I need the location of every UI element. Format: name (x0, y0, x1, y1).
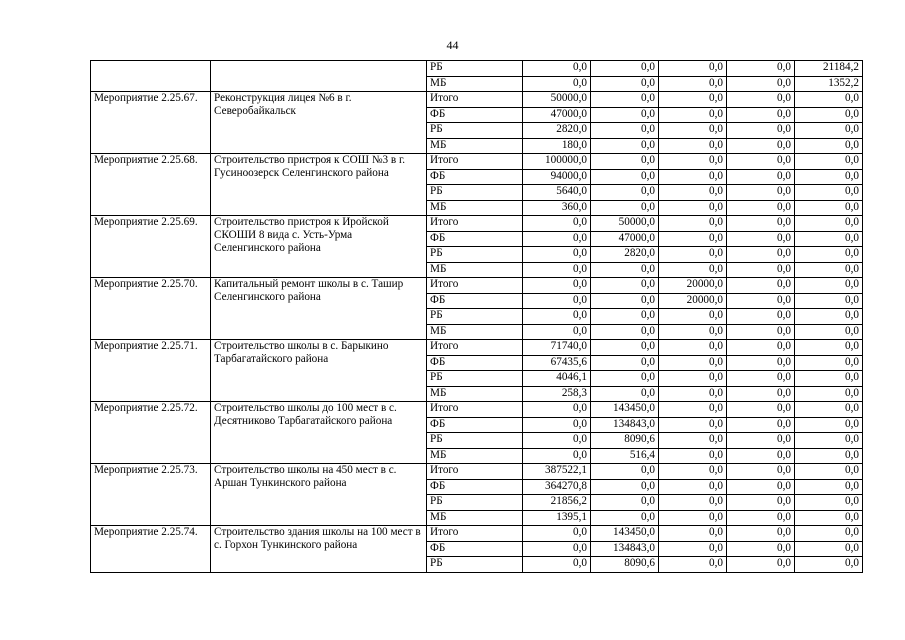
event-label-cell: Мероприятие 2.25.68. (91, 154, 211, 216)
amount-cell: 180,0 (523, 138, 591, 154)
funding-source-cell: ФБ (427, 479, 523, 495)
amount-cell: 0,0 (727, 200, 795, 216)
amount-cell: 0,0 (659, 386, 727, 402)
funding-source-cell: Итого (427, 340, 523, 356)
amount-cell: 94000,0 (523, 169, 591, 185)
funding-source-cell: ФБ (427, 293, 523, 309)
amount-cell: 8090,6 (591, 557, 659, 573)
amount-cell: 0,0 (727, 371, 795, 387)
amount-cell: 0,0 (727, 464, 795, 480)
amount-cell: 387522,1 (523, 464, 591, 480)
amount-cell: 0,0 (659, 216, 727, 232)
funding-source-cell: РБ (427, 185, 523, 201)
amount-cell: 0,0 (727, 293, 795, 309)
amount-cell: 0,0 (591, 61, 659, 77)
amount-cell: 5640,0 (523, 185, 591, 201)
amount-cell: 0,0 (591, 386, 659, 402)
amount-cell: 0,0 (727, 92, 795, 108)
amount-cell: 0,0 (523, 433, 591, 449)
table-row (91, 92, 863, 108)
page-number: 44 (446, 38, 459, 52)
event-label-cell (91, 61, 211, 92)
amount-cell: 0,0 (795, 557, 863, 573)
amount-cell: 2820,0 (523, 123, 591, 139)
amount-cell: 47000,0 (591, 231, 659, 247)
amount-cell: 0,0 (795, 495, 863, 511)
amount-cell: 1395,1 (523, 510, 591, 526)
table-row (91, 154, 863, 170)
amount-cell: 258,3 (523, 386, 591, 402)
amount-cell: 0,0 (727, 541, 795, 557)
amount-cell: 0,0 (591, 200, 659, 216)
funding-source-cell: Итого (427, 526, 523, 542)
amount-cell: 67435,6 (523, 355, 591, 371)
amount-cell: 0,0 (591, 185, 659, 201)
amount-cell: 0,0 (659, 495, 727, 511)
event-label-cell: Мероприятие 2.25.69. (91, 216, 211, 278)
amount-cell: 0,0 (523, 417, 591, 433)
funding-source-cell: РБ (427, 123, 523, 139)
amount-cell: 0,0 (659, 355, 727, 371)
event-name-cell (211, 61, 427, 92)
amount-cell: 0,0 (727, 386, 795, 402)
amount-cell: 0,0 (591, 324, 659, 340)
funding-source-cell: РБ (427, 309, 523, 325)
event-name-cell: Капитальный ремонт школы в с. Ташир Селенгинского района (211, 278, 427, 340)
amount-cell: 0,0 (523, 278, 591, 294)
amount-cell: 0,0 (523, 61, 591, 77)
amount-cell: 0,0 (523, 262, 591, 278)
amount-cell: 0,0 (727, 185, 795, 201)
amount-cell: 0,0 (591, 107, 659, 123)
amount-cell: 20000,0 (659, 278, 727, 294)
amount-cell: 0,0 (795, 448, 863, 464)
funding-source-cell: МБ (427, 448, 523, 464)
amount-cell: 0,0 (659, 541, 727, 557)
amount-cell: 0,0 (659, 464, 727, 480)
event-name-cell: Строительство школы до 100 мест в с. Десятниково Тарбагатайского района (211, 402, 427, 464)
amount-cell: 0,0 (659, 123, 727, 139)
amount-cell: 0,0 (795, 92, 863, 108)
amount-cell: 0,0 (795, 154, 863, 170)
amount-cell: 0,0 (795, 371, 863, 387)
amount-cell: 0,0 (523, 216, 591, 232)
amount-cell: 71740,0 (523, 340, 591, 356)
amount-cell: 0,0 (795, 123, 863, 139)
amount-cell: 0,0 (727, 433, 795, 449)
event-label-cell: Мероприятие 2.25.74. (91, 526, 211, 573)
amount-cell: 0,0 (591, 464, 659, 480)
amount-cell: 0,0 (591, 495, 659, 511)
amount-cell: 0,0 (523, 402, 591, 418)
amount-cell: 21856,2 (523, 495, 591, 511)
amount-cell: 0,0 (727, 510, 795, 526)
funding-source-cell: МБ (427, 262, 523, 278)
amount-cell: 0,0 (795, 200, 863, 216)
amount-cell: 0,0 (659, 371, 727, 387)
table-row (91, 402, 863, 418)
funding-source-cell: Итого (427, 216, 523, 232)
amount-cell: 0,0 (795, 278, 863, 294)
funding-source-cell: РБ (427, 61, 523, 77)
amount-cell: 134843,0 (591, 417, 659, 433)
amount-cell: 0,0 (659, 185, 727, 201)
amount-cell: 0,0 (727, 402, 795, 418)
event-label-cell: Мероприятие 2.25.71. (91, 340, 211, 402)
amount-cell: 0,0 (659, 309, 727, 325)
funding-source-cell: Итого (427, 154, 523, 170)
amount-cell: 0,0 (659, 433, 727, 449)
amount-cell: 0,0 (591, 123, 659, 139)
amount-cell: 0,0 (727, 138, 795, 154)
amount-cell: 0,0 (523, 231, 591, 247)
funding-source-cell: МБ (427, 200, 523, 216)
amount-cell: 0,0 (591, 154, 659, 170)
amount-cell: 0,0 (727, 495, 795, 511)
amount-cell: 0,0 (795, 185, 863, 201)
amount-cell: 0,0 (727, 216, 795, 232)
amount-cell: 0,0 (727, 324, 795, 340)
amount-cell: 143450,0 (591, 402, 659, 418)
amount-cell: 0,0 (659, 107, 727, 123)
amount-cell: 0,0 (795, 231, 863, 247)
amount-cell: 0,0 (659, 340, 727, 356)
amount-cell: 0,0 (727, 340, 795, 356)
amount-cell: 0,0 (795, 293, 863, 309)
amount-cell: 0,0 (727, 76, 795, 92)
amount-cell: 0,0 (795, 247, 863, 263)
amount-cell: 0,0 (795, 417, 863, 433)
funding-source-cell: ФБ (427, 541, 523, 557)
amount-cell: 0,0 (659, 247, 727, 263)
table-row (91, 464, 863, 480)
amount-cell: 0,0 (727, 107, 795, 123)
amount-cell: 0,0 (795, 355, 863, 371)
amount-cell: 0,0 (795, 324, 863, 340)
event-name-cell: Строительство пристроя к СОШ №3 в г. Гусиноозерск Селенгинского района (211, 154, 427, 216)
funding-source-cell: ФБ (427, 231, 523, 247)
amount-cell: 0,0 (795, 138, 863, 154)
table-row (91, 61, 863, 77)
funding-source-cell: РБ (427, 495, 523, 511)
funding-source-cell: ФБ (427, 417, 523, 433)
amount-cell: 0,0 (795, 386, 863, 402)
amount-cell: 0,0 (727, 278, 795, 294)
table-row (91, 526, 863, 542)
amount-cell: 0,0 (727, 526, 795, 542)
amount-cell: 21184,2 (795, 61, 863, 77)
amount-cell: 0,0 (727, 169, 795, 185)
event-label-cell: Мероприятие 2.25.67. (91, 92, 211, 154)
amount-cell: 0,0 (523, 324, 591, 340)
amount-cell: 0,0 (523, 557, 591, 573)
amount-cell: 8090,6 (591, 433, 659, 449)
amount-cell: 0,0 (727, 247, 795, 263)
amount-cell: 0,0 (659, 231, 727, 247)
funding-source-cell: МБ (427, 324, 523, 340)
amount-cell: 0,0 (659, 138, 727, 154)
funding-source-cell: РБ (427, 247, 523, 263)
amount-cell: 100000,0 (523, 154, 591, 170)
funding-source-cell: Итого (427, 92, 523, 108)
amount-cell: 0,0 (795, 526, 863, 542)
amount-cell: 0,0 (659, 417, 727, 433)
amount-cell: 0,0 (591, 262, 659, 278)
amount-cell: 364270,8 (523, 479, 591, 495)
amount-cell: 0,0 (591, 355, 659, 371)
amount-cell: 0,0 (523, 247, 591, 263)
funding-source-cell: Итого (427, 464, 523, 480)
amount-cell: 0,0 (659, 262, 727, 278)
event-label-cell: Мероприятие 2.25.70. (91, 278, 211, 340)
amount-cell: 0,0 (591, 309, 659, 325)
table-row (91, 278, 863, 294)
amount-cell: 0,0 (523, 293, 591, 309)
amount-cell: 0,0 (727, 417, 795, 433)
event-label-cell: Мероприятие 2.25.72. (91, 402, 211, 464)
event-name-cell: Реконструкция лицея №6 в г. Северобайкальск (211, 92, 427, 154)
amount-cell: 0,0 (591, 138, 659, 154)
amount-cell: 0,0 (795, 169, 863, 185)
amount-cell: 0,0 (727, 479, 795, 495)
amount-cell: 0,0 (659, 479, 727, 495)
amount-cell: 0,0 (591, 92, 659, 108)
amount-cell: 134843,0 (591, 541, 659, 557)
amount-cell: 4046,1 (523, 371, 591, 387)
amount-cell: 50000,0 (591, 216, 659, 232)
amount-cell: 0,0 (795, 309, 863, 325)
event-label-cell: Мероприятие 2.25.73. (91, 464, 211, 526)
funding-source-cell: РБ (427, 433, 523, 449)
amount-cell: 0,0 (795, 402, 863, 418)
table-row (91, 216, 863, 232)
amount-cell: 0,0 (727, 231, 795, 247)
amount-cell: 0,0 (727, 557, 795, 573)
funding-source-cell: ФБ (427, 169, 523, 185)
amount-cell: 0,0 (659, 526, 727, 542)
funding-source-cell: ФБ (427, 107, 523, 123)
amount-cell: 0,0 (727, 355, 795, 371)
amount-cell: 0,0 (591, 479, 659, 495)
amount-cell: 0,0 (659, 61, 727, 77)
funding-source-cell: ФБ (427, 355, 523, 371)
amount-cell: 0,0 (727, 448, 795, 464)
amount-cell: 0,0 (591, 510, 659, 526)
amount-cell: 0,0 (659, 154, 727, 170)
amount-cell: 516,4 (591, 448, 659, 464)
amount-cell: 1352,2 (795, 76, 863, 92)
amount-cell: 0,0 (659, 200, 727, 216)
amount-cell: 0,0 (795, 479, 863, 495)
event-name-cell: Строительство школы на 450 мест в с. Аршан Тункинского района (211, 464, 427, 526)
event-name-cell: Строительство школы в с. Барыкино Тарбагатайского района (211, 340, 427, 402)
amount-cell: 0,0 (795, 433, 863, 449)
amount-cell: 0,0 (727, 309, 795, 325)
amount-cell: 2820,0 (591, 247, 659, 263)
amount-cell: 0,0 (591, 169, 659, 185)
amount-cell: 0,0 (659, 169, 727, 185)
amount-cell: 0,0 (523, 76, 591, 92)
amount-cell: 0,0 (591, 76, 659, 92)
amount-cell: 0,0 (727, 262, 795, 278)
amount-cell: 0,0 (523, 541, 591, 557)
amount-cell: 0,0 (523, 448, 591, 464)
amount-cell: 0,0 (795, 464, 863, 480)
amount-cell: 50000,0 (523, 92, 591, 108)
amount-cell: 0,0 (659, 76, 727, 92)
funding-source-cell: МБ (427, 386, 523, 402)
amount-cell: 0,0 (727, 123, 795, 139)
amount-cell: 0,0 (591, 340, 659, 356)
amount-cell: 0,0 (795, 340, 863, 356)
amount-cell: 0,0 (659, 402, 727, 418)
amount-cell: 0,0 (659, 510, 727, 526)
table-row (91, 340, 863, 356)
amount-cell: 0,0 (659, 324, 727, 340)
amount-cell: 0,0 (659, 448, 727, 464)
event-name-cell: Строительство здания школы на 100 мест в с. Горхон Тункинского района (211, 526, 427, 573)
amount-cell: 0,0 (795, 541, 863, 557)
budget-table (90, 60, 863, 573)
amount-cell: 0,0 (795, 510, 863, 526)
amount-cell: 0,0 (795, 262, 863, 278)
amount-cell: 20000,0 (659, 293, 727, 309)
amount-cell: 0,0 (523, 526, 591, 542)
amount-cell: 0,0 (591, 293, 659, 309)
funding-source-cell: МБ (427, 510, 523, 526)
amount-cell: 0,0 (795, 216, 863, 232)
amount-cell: 0,0 (727, 154, 795, 170)
funding-source-cell: МБ (427, 76, 523, 92)
funding-source-cell: РБ (427, 371, 523, 387)
amount-cell: 0,0 (659, 557, 727, 573)
funding-source-cell: Итого (427, 402, 523, 418)
amount-cell: 143450,0 (591, 526, 659, 542)
amount-cell: 360,0 (523, 200, 591, 216)
funding-source-cell: РБ (427, 557, 523, 573)
event-name-cell: Строительство пристроя к Иройской СКОШИ 8 вида с. Усть-Урма Селенгинского района (211, 216, 427, 278)
amount-cell: 0,0 (795, 107, 863, 123)
funding-source-cell: МБ (427, 138, 523, 154)
amount-cell: 0,0 (591, 278, 659, 294)
amount-cell: 0,0 (591, 371, 659, 387)
amount-cell: 0,0 (659, 92, 727, 108)
amount-cell: 0,0 (523, 309, 591, 325)
amount-cell: 47000,0 (523, 107, 591, 123)
amount-cell: 0,0 (727, 61, 795, 77)
funding-source-cell: Итого (427, 278, 523, 294)
